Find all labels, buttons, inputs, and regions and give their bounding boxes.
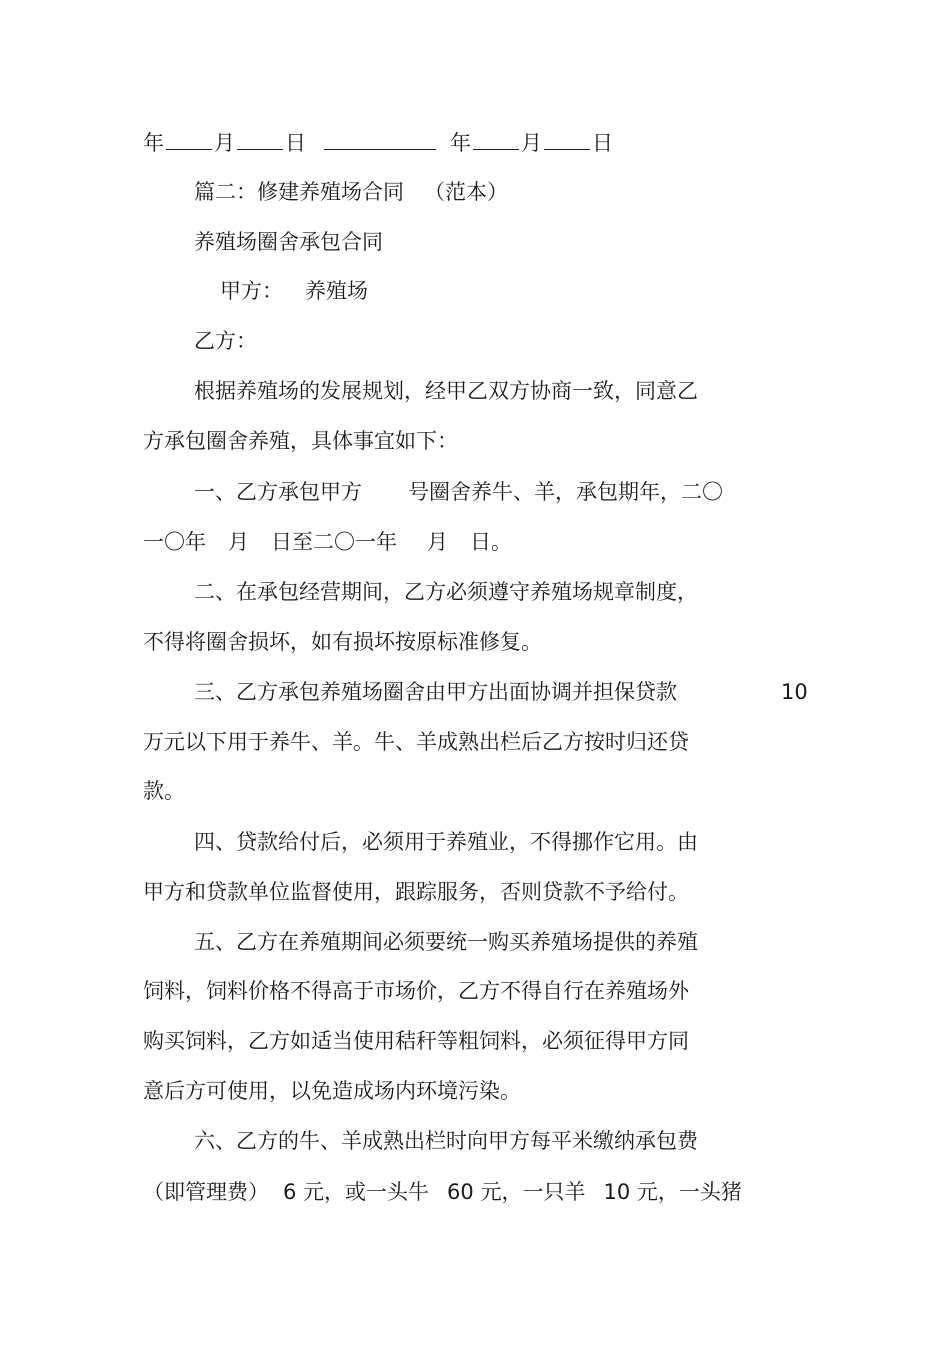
clause-3-amount: 10 [781, 680, 808, 704]
intro-line-1: 根据养殖场的发展规划，经甲乙双方协商一致，同意乙 [194, 379, 698, 403]
year-1: 年 [143, 131, 164, 155]
clause-2-line-1: 二、在承包经营期间，乙方必须遵守养殖场规章制度， [194, 580, 698, 604]
clause-1-line-2 [143, 527, 512, 557]
day-1: 日 [285, 131, 306, 155]
month-blank [544, 127, 590, 150]
month-2: 月 [521, 131, 542, 155]
clause-1-text-e: 日至二〇一年 [271, 530, 397, 554]
clause-3-line-3: 款。 [143, 779, 185, 803]
clause-4-line-2: 甲方和贷款单位监督使用，跟踪服务，否则贷款不予给付。 [143, 880, 689, 904]
date-line [143, 127, 613, 157]
party-a-value: 养殖场 [305, 279, 368, 303]
party-a [220, 276, 368, 306]
intro-line-2: 方承包圈舍养殖，具体事宜如下： [143, 429, 458, 453]
month-blank [237, 127, 283, 150]
day-2: 日 [592, 131, 613, 155]
contract-title: 养殖场圈舍承包合同 [194, 230, 383, 254]
clause-5-line-4: 意后方可使用，以免造成场内环境污染。 [143, 1079, 521, 1103]
clause-4-line-1: 四、贷款给付后，必须用于养殖业，不得挪作它用。由 [194, 830, 698, 854]
clause-1-text-g: 日。 [470, 530, 512, 554]
party-b-label: 乙方： [194, 329, 257, 353]
section-heading-text: 篇二：修建养殖场合同 [194, 180, 404, 204]
month-1: 月 [214, 131, 235, 155]
clause-6-line-2 [143, 1177, 742, 1207]
clause-6-text-b2: 6 元，或一头牛 [283, 1180, 430, 1204]
clause-3-line-1: 三、乙方承包养殖场圈舍由甲方出面协调并担保贷款 [194, 680, 677, 704]
party-a-label: 甲方： [220, 279, 283, 303]
clause-6-text-b4: 10 元，一头猪 [603, 1180, 742, 1204]
section-note: （范本） [424, 180, 508, 204]
clause-1-text-a: 一、乙方承包甲方 [194, 480, 362, 504]
year-blank [473, 127, 519, 150]
clause-6-text-b3: 60 元，一只羊 [447, 1180, 586, 1204]
clause-1-text-c: 一〇年 [143, 530, 206, 554]
clause-1-line-1 [194, 477, 723, 507]
year-2: 年 [450, 131, 471, 155]
clause-5-line-3: 购买饲料，乙方如适当使用秸秆等粗饲料，必须征得甲方同 [143, 1029, 689, 1053]
clause-6-line-1: 六、乙方的牛、羊成熟出栏时向甲方每平米缴纳承包费 [194, 1129, 698, 1153]
clause-1-text-b: 号圈舍养牛、羊，承包期年，二〇 [408, 480, 723, 504]
signature-blank [324, 127, 436, 150]
clause-1-text-f: 月 [427, 530, 448, 554]
year-blank [166, 127, 212, 150]
clause-3-line-2: 万元以下用于养牛、羊。牛、羊成熟出栏后乙方按时归还贷 [143, 730, 689, 754]
clause-6-text-b1: （即管理费） [143, 1180, 269, 1204]
clause-5-line-2: 饲料，饲料价格不得高于市场价，乙方不得自行在养殖场外 [143, 979, 689, 1003]
clause-5-line-1: 五、乙方在养殖期间必须要统一购买养殖场提供的养殖 [194, 930, 698, 954]
clause-2-line-2: 不得将圈舍损坏，如有损坏按原标准修复。 [143, 630, 542, 654]
clause-1-text-d: 月 [228, 530, 249, 554]
section-heading [194, 177, 508, 207]
